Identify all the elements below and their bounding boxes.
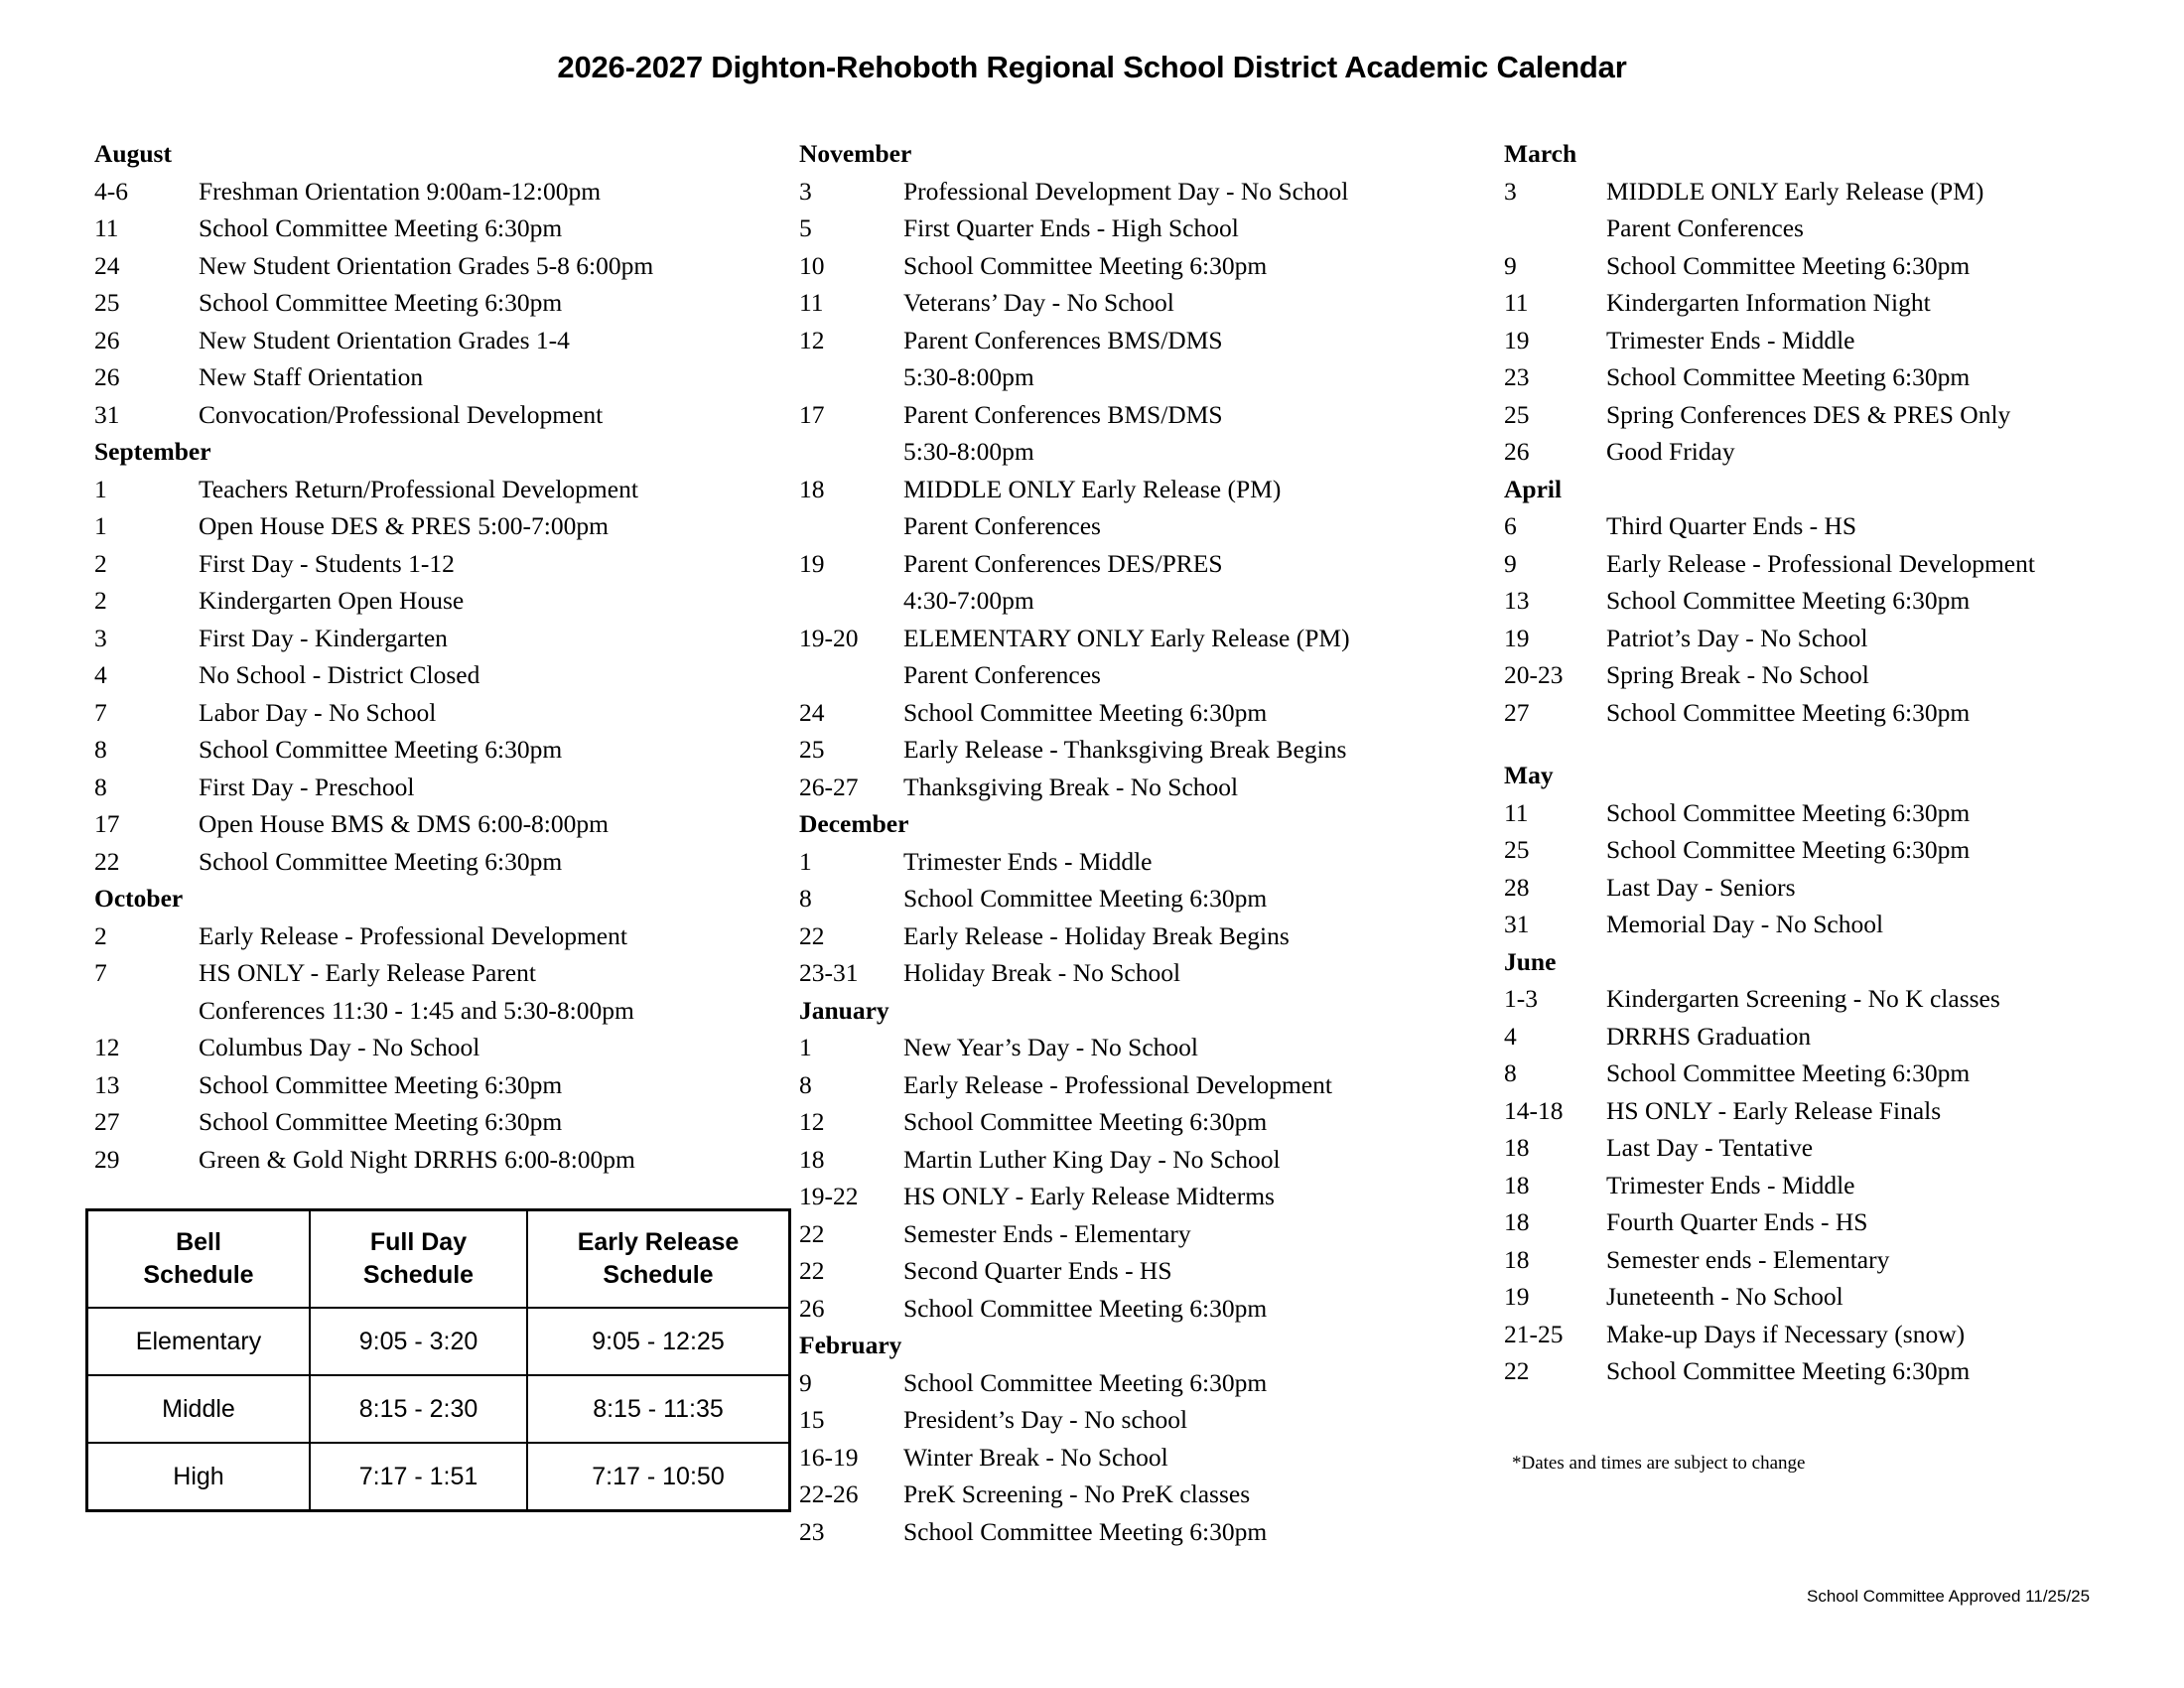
event-description: New Student Orientation Grades 5-8 6:00pm [199, 250, 654, 280]
calendar-event-row [1504, 1018, 2184, 1055]
calendar-event-row [1504, 582, 2184, 620]
event-date: 25 [799, 735, 825, 764]
table-row [87, 1375, 790, 1443]
event-date: 22 [1504, 1356, 1530, 1385]
month-heading: February [799, 1331, 902, 1359]
event-description: Second Quarter Ends - HS [903, 1256, 1172, 1285]
calendar-event-row [1504, 1167, 2184, 1204]
event-description: School Committee Meeting 6:30pm [199, 1107, 563, 1136]
calendar-event-row [799, 1290, 1494, 1328]
event-date: 6 [1504, 511, 1517, 540]
event-description: School Committee Meeting 6:30pm [199, 288, 563, 317]
calendar-event-row [1504, 247, 2184, 285]
calendar-event-row [799, 1029, 1494, 1066]
event-description: Open House BMS & DMS 6:00-8:00pm [199, 809, 609, 838]
calendar-event-row [1504, 1129, 2184, 1167]
calendar-event-row [94, 917, 789, 955]
event-description: School Committee Meeting 6:30pm [1606, 250, 1971, 280]
month-heading: November [799, 139, 912, 168]
event-description: 4:30-7:00pm [903, 586, 1034, 615]
event-description: First Day - Students 1-12 [199, 548, 455, 578]
calendar-event-row [1504, 1278, 2184, 1316]
calendar-event-row [799, 173, 1494, 211]
approval-note: School Committee Approved 11/25/25 [1807, 1587, 2091, 1606]
event-description: Trimester Ends - Middle [1606, 325, 1855, 354]
calendar-event-row [799, 1066, 1494, 1104]
event-date: 20-23 [1504, 660, 1564, 689]
event-date: 9 [799, 1367, 812, 1397]
event-description: School Committee Meeting 6:30pm [1606, 835, 1971, 864]
event-description: President’s Day - No school [903, 1405, 1188, 1434]
event-date: 25 [1504, 835, 1530, 864]
month-heading: March [1504, 139, 1577, 168]
event-date: 18 [799, 474, 825, 503]
calendar-event-row [799, 396, 1494, 434]
event-description: Third Quarter Ends - HS [1606, 511, 1857, 540]
calendar-event-row [799, 694, 1494, 732]
event-description: ELEMENTARY ONLY Early Release (PM) [903, 623, 1350, 652]
event-date: 1-3 [1504, 984, 1538, 1013]
event-date: 5 [799, 213, 812, 242]
event-date: 12 [94, 1033, 120, 1061]
event-date: 12 [799, 325, 825, 354]
event-description: Parent Conferences [903, 660, 1101, 689]
event-description: Kindergarten Information Night [1606, 288, 1931, 317]
month-heading: September [94, 437, 211, 466]
calendar-event-row [1504, 1316, 2184, 1353]
event-description: Freshman Orientation 9:00am-12:00pm [199, 176, 602, 206]
event-description: Conferences 11:30 - 1:45 and 5:30-8:00pm [199, 995, 634, 1025]
event-description: Early Release - Professional Development [903, 1069, 1332, 1099]
event-date: 17 [799, 399, 825, 429]
calendar-event-row [1504, 980, 2184, 1018]
calendar-event-row [799, 1513, 1494, 1551]
event-date: 2 [94, 920, 107, 950]
calendar-event-row [799, 210, 1494, 247]
event-description: MIDDLE ONLY Early Release (PM) [903, 474, 1282, 503]
event-description: HS ONLY - Early Release Finals [1606, 1095, 1942, 1125]
event-description: Fourth Quarter Ends - HS [1606, 1207, 1868, 1236]
event-description: Thanksgiving Break - No School [903, 772, 1239, 801]
event-description: Parent Conferences DES/PRES [903, 548, 1223, 578]
calendar-event-row [799, 1178, 1494, 1215]
page-title: 2026-2027 Dighton-Rehoboth Regional School District Academic Calendar [557, 50, 1627, 84]
calendar-event-row [94, 582, 789, 620]
calendar-event-row [94, 1066, 789, 1104]
event-description: Parent Conferences [903, 511, 1101, 540]
calendar-event-row [94, 210, 789, 247]
early-release-time-cell: 7:17 - 10:50 [527, 1443, 790, 1511]
event-date: 28 [1504, 872, 1530, 902]
calendar-event-row [94, 173, 789, 211]
calendar-event-row [94, 1141, 789, 1179]
calendar-event-row [1504, 1352, 2184, 1390]
event-date: 9 [1504, 250, 1517, 280]
event-description: Spring Conferences DES & PRES Only [1606, 399, 2011, 429]
calendar-event-row [1504, 1203, 2184, 1241]
event-description: Kindergarten Screening - No K classes [1606, 984, 2000, 1013]
event-description: New Year’s Day - No School [903, 1033, 1198, 1061]
calendar-event-row [799, 917, 1494, 955]
event-date: 22 [799, 1256, 825, 1285]
event-date: 1 [799, 1033, 812, 1061]
event-date: 26 [799, 1293, 825, 1323]
calendar-event-row [94, 954, 789, 992]
event-description: Kindergarten Open House [199, 586, 465, 615]
full-day-time-cell: 8:15 - 2:30 [310, 1375, 527, 1443]
calendar-event-row [94, 396, 789, 434]
event-description: Holiday Break - No School [903, 958, 1181, 987]
calendar-event-row [94, 694, 789, 732]
calendar-event-row [799, 545, 1494, 583]
calendar-event-row [1504, 869, 2184, 907]
event-date: 27 [1504, 697, 1530, 727]
bell-level-cell: Elementary [87, 1308, 311, 1375]
bell-schedule-body [87, 1308, 790, 1511]
bell-header-line: Schedule [143, 1261, 254, 1289]
event-date: 24 [94, 250, 120, 280]
full-day-time-cell: 7:17 - 1:51 [310, 1443, 527, 1511]
calendar-event-row [94, 769, 789, 806]
event-description: Professional Development Day - No School [903, 176, 1349, 206]
bell-level-cell: High [87, 1443, 311, 1511]
event-description: Parent Conferences BMS/DMS [903, 325, 1223, 354]
event-description: PreK Screening - No PreK classes [903, 1479, 1251, 1508]
event-description: School Committee Meeting 6:30pm [903, 697, 1268, 727]
calendar-event-row [799, 769, 1494, 806]
event-description: School Committee Meeting 6:30pm [1606, 362, 1971, 391]
event-date: 17 [94, 809, 120, 838]
event-description: MIDDLE ONLY Early Release (PM) [1606, 176, 1984, 206]
calendar-event-row [799, 471, 1494, 508]
calendar-event-row [799, 1476, 1494, 1513]
calendar-event-row [799, 1103, 1494, 1141]
event-date: 8 [1504, 1058, 1517, 1087]
calendar-event-row [94, 992, 789, 1030]
early-release-time-cell: 9:05 - 12:25 [527, 1308, 790, 1375]
calendar-event-row [799, 284, 1494, 322]
calendar-event-row [799, 322, 1494, 359]
event-description: Labor Day - No School [199, 697, 437, 727]
event-date: 23 [1504, 362, 1530, 391]
event-date: 11 [1504, 797, 1529, 827]
calendar-event-row [1504, 210, 2184, 247]
event-date: 18 [1504, 1170, 1530, 1199]
event-description: School Committee Meeting 6:30pm [1606, 797, 1971, 827]
event-description: Patriot’s Day - No School [1606, 623, 1868, 652]
event-description: Trimester Ends - Middle [1606, 1170, 1855, 1199]
calendar-event-row [799, 731, 1494, 769]
event-date: 4 [1504, 1021, 1517, 1051]
event-date: 22 [799, 1218, 825, 1248]
event-description: Martin Luther King Day - No School [903, 1144, 1281, 1174]
event-description: School Committee Meeting 6:30pm [903, 1293, 1268, 1323]
calendar-event-row [799, 1439, 1494, 1477]
calendar-event-row [94, 656, 789, 694]
calendar-event-row [1504, 1241, 2184, 1279]
event-description: School Committee Meeting 6:30pm [903, 884, 1268, 913]
calendar-event-row [1504, 794, 2184, 832]
bell-level-cell: Middle [87, 1375, 311, 1443]
month-heading: October [94, 884, 184, 913]
event-date: 4 [94, 660, 107, 689]
event-description: Spring Break - No School [1606, 660, 1869, 689]
event-date: 11 [94, 213, 119, 242]
event-description: HS ONLY - Early Release Midterms [903, 1182, 1275, 1210]
event-date: 23-31 [799, 958, 859, 987]
month-heading: June [1504, 946, 1557, 976]
calendar-event-row [799, 1215, 1494, 1253]
event-date: 31 [94, 399, 120, 429]
calendar-event-row [799, 582, 1494, 620]
calendar-event-row [94, 507, 789, 545]
event-description: School Committee Meeting 6:30pm [1606, 1356, 1971, 1385]
event-date: 26 [1504, 437, 1530, 466]
calendar-event-row [1504, 906, 2184, 943]
event-description: Open House DES & PRES 5:00-7:00pm [199, 511, 609, 540]
calendar-event-row [799, 656, 1494, 694]
calendar-event-row [799, 433, 1494, 471]
calendar-event-row [94, 731, 789, 769]
calendar-event-row [94, 284, 789, 322]
event-description: Last Day - Tentative [1606, 1133, 1814, 1162]
calendar-event-row [1504, 173, 2184, 211]
calendar-event-row [799, 507, 1494, 545]
event-description: Teachers Return/Professional Development [199, 474, 638, 503]
event-description: Semester Ends - Elementary [903, 1218, 1191, 1248]
event-description: First Day - Preschool [199, 772, 415, 801]
event-description: 5:30-8:00pm [903, 362, 1034, 391]
event-date: 10 [799, 250, 825, 280]
calendar-event-row [94, 358, 789, 396]
event-description: School Committee Meeting 6:30pm [903, 1367, 1268, 1397]
calendar-event-row [1504, 620, 2184, 657]
event-date: 27 [94, 1107, 120, 1136]
calendar-event-row [1504, 831, 2184, 869]
event-date: 22 [94, 846, 120, 876]
event-date: 3 [799, 176, 812, 206]
event-date: 12 [799, 1107, 825, 1136]
calendar-event-row [799, 358, 1494, 396]
event-description: Green & Gold Night DRRHS 6:00-8:00pm [199, 1144, 635, 1174]
event-description: Early Release - Holiday Break Begins [903, 920, 1290, 950]
bell-schedule-header-cell-0 [87, 1210, 311, 1309]
calendar-column-1 [94, 135, 789, 1178]
event-description: School Committee Meeting 6:30pm [199, 846, 563, 876]
event-date: 2 [94, 548, 107, 578]
event-description: Last Day - Seniors [1606, 872, 1796, 902]
event-description: Trimester Ends - Middle [903, 846, 1153, 876]
event-date: 16-19 [799, 1442, 859, 1472]
calendar-event-row [799, 1141, 1494, 1179]
calendar-event-row [799, 620, 1494, 657]
calendar-event-row [1504, 284, 2184, 322]
event-date: 19 [1504, 623, 1530, 652]
event-description: Make-up Days if Necessary (snow) [1606, 1319, 1966, 1348]
event-date: 3 [94, 623, 107, 652]
calendar-event-row [1504, 322, 2184, 359]
event-description: New Student Orientation Grades 1-4 [199, 325, 570, 354]
event-date: 26 [94, 362, 120, 391]
event-date: 26-27 [799, 772, 859, 801]
event-description: Convocation/Professional Development [199, 399, 604, 429]
calendar-event-row [94, 1029, 789, 1066]
event-date: 19-20 [799, 623, 859, 652]
calendar-event-row [94, 805, 789, 843]
calendar-event-row [799, 880, 1494, 917]
event-date: 9 [1504, 548, 1517, 578]
event-description: Parent Conferences BMS/DMS [903, 399, 1223, 429]
event-date: 22 [799, 920, 825, 950]
event-date: 19 [799, 548, 825, 578]
event-description: Early Release - Thanksgiving Break Begins [903, 735, 1347, 764]
event-date: 22-26 [799, 1479, 859, 1508]
calendar-event-row [94, 843, 789, 881]
event-description: First Quarter Ends - High School [903, 213, 1239, 242]
event-date: 1 [94, 474, 107, 503]
event-date: 19 [1504, 1282, 1530, 1311]
event-description: Veterans’ Day - No School [903, 288, 1174, 317]
disclaimer-note: *Dates and times are subject to change [1512, 1453, 1806, 1474]
event-description: Parent Conferences [1606, 213, 1804, 242]
event-description: School Committee Meeting 6:30pm [903, 1516, 1268, 1546]
event-date: 24 [799, 697, 825, 727]
calendar-event-row [1504, 545, 2184, 583]
calendar-event-row [1504, 1092, 2184, 1130]
month-heading: January [799, 995, 889, 1025]
event-date: 8 [799, 1069, 812, 1099]
event-date: 3 [1504, 176, 1517, 206]
event-date: 31 [1504, 910, 1530, 938]
calendar-event-row [1504, 656, 2184, 694]
bell-schedule-header [87, 1210, 790, 1309]
event-description: Memorial Day - No School [1606, 910, 1884, 938]
calendar-event-row [94, 247, 789, 285]
event-description: HS ONLY - Early Release Parent [199, 958, 536, 987]
event-description: Good Friday [1606, 437, 1735, 466]
event-description: School Committee Meeting 6:30pm [199, 213, 563, 242]
month-heading: December [799, 809, 909, 838]
event-date: 11 [799, 288, 824, 317]
bell-header-line: Schedule [362, 1261, 475, 1289]
event-date: 8 [94, 772, 107, 801]
event-date: 13 [1504, 586, 1530, 615]
table-row [87, 1308, 790, 1375]
calendar-event-row [1504, 358, 2184, 396]
calendar-event-row [1504, 1055, 2184, 1092]
full-day-time-cell: 9:05 - 3:20 [310, 1308, 527, 1375]
event-description: No School - District Closed [199, 660, 480, 689]
calendar-event-row [94, 471, 789, 508]
bell-header-line: Schedule [603, 1261, 714, 1289]
early-release-time-cell: 8:15 - 11:35 [527, 1375, 790, 1443]
calendar-event-row [94, 1103, 789, 1141]
calendar-event-row [94, 545, 789, 583]
event-description: Winter Break - No School [903, 1442, 1168, 1472]
event-date: 18 [1504, 1244, 1530, 1274]
calendar-event-row [799, 1401, 1494, 1439]
event-date: 8 [94, 735, 107, 764]
event-date: 18 [799, 1144, 825, 1174]
event-date: 19-22 [799, 1182, 859, 1210]
calendar-event-row [799, 954, 1494, 992]
calendar-event-row [94, 322, 789, 359]
event-date: 2 [94, 586, 107, 615]
event-description: Early Release - Professional Development [1606, 548, 2035, 578]
event-description: School Committee Meeting 6:30pm [1606, 1058, 1971, 1087]
event-date: 1 [94, 511, 107, 540]
event-description: School Committee Meeting 6:30pm [1606, 697, 1971, 727]
event-description: Semester ends - Elementary [1606, 1244, 1890, 1274]
event-description: School Committee Meeting 6:30pm [903, 1107, 1268, 1136]
event-date: 26 [94, 325, 120, 354]
event-date: 15 [799, 1405, 825, 1434]
event-date: 7 [94, 697, 107, 727]
bell-header-line: Full Day [369, 1228, 468, 1256]
event-date: 29 [94, 1144, 120, 1174]
event-date: 23 [799, 1516, 825, 1546]
bell-header-line: Early Release [577, 1228, 740, 1256]
event-description: School Committee Meeting 6:30pm [199, 735, 563, 764]
event-date: 19 [1504, 325, 1530, 354]
event-date: 7 [94, 958, 107, 987]
event-description: School Committee Meeting 6:30pm [1606, 586, 1971, 615]
event-date: 21-25 [1504, 1319, 1564, 1348]
calendar-event-row [1504, 396, 2184, 434]
calendar-event-row [94, 620, 789, 657]
event-date: 18 [1504, 1133, 1530, 1162]
event-date: 25 [1504, 399, 1530, 429]
event-date: 18 [1504, 1207, 1530, 1236]
event-description: Juneteenth - No School [1606, 1282, 1843, 1311]
calendar-event-row [1504, 507, 2184, 545]
calendar-event-row [799, 247, 1494, 285]
month-heading: April [1504, 474, 1563, 503]
event-description: School Committee Meeting 6:30pm [903, 250, 1268, 280]
event-description: Columbus Day - No School [199, 1033, 480, 1061]
calendar-event-row [799, 1252, 1494, 1290]
table-header-row [87, 1210, 790, 1309]
table-row [87, 1443, 790, 1511]
event-date: 25 [94, 288, 120, 317]
event-date: 1 [799, 846, 812, 876]
bell-header-line: Bell [176, 1228, 221, 1256]
event-date: 4-6 [94, 176, 128, 206]
calendar-column-2 [799, 135, 1494, 1550]
event-date: 8 [799, 884, 812, 913]
calendar-event-row [799, 843, 1494, 881]
calendar-column-3 [1504, 135, 2184, 1390]
bell-schedule-table [85, 1208, 791, 1512]
bell-schedule-header-cell-1 [310, 1210, 527, 1309]
event-date: 11 [1504, 288, 1529, 317]
event-description: New Staff Orientation [199, 362, 424, 391]
calendar-event-row [1504, 694, 2184, 732]
event-description: 5:30-8:00pm [903, 437, 1034, 466]
event-description: DRRHS Graduation [1606, 1021, 1812, 1051]
event-date: 14-18 [1504, 1095, 1564, 1125]
bell-schedule-header-cell-2 [527, 1210, 790, 1309]
calendar-event-row [1504, 433, 2184, 471]
event-description: School Committee Meeting 6:30pm [199, 1069, 563, 1099]
calendar-event-row [799, 1364, 1494, 1402]
month-heading: August [94, 139, 172, 168]
event-description: First Day - Kindergarten [199, 623, 448, 652]
event-date: 13 [94, 1069, 120, 1099]
month-heading: May [1504, 761, 1554, 789]
event-description: Early Release - Professional Development [199, 920, 627, 950]
